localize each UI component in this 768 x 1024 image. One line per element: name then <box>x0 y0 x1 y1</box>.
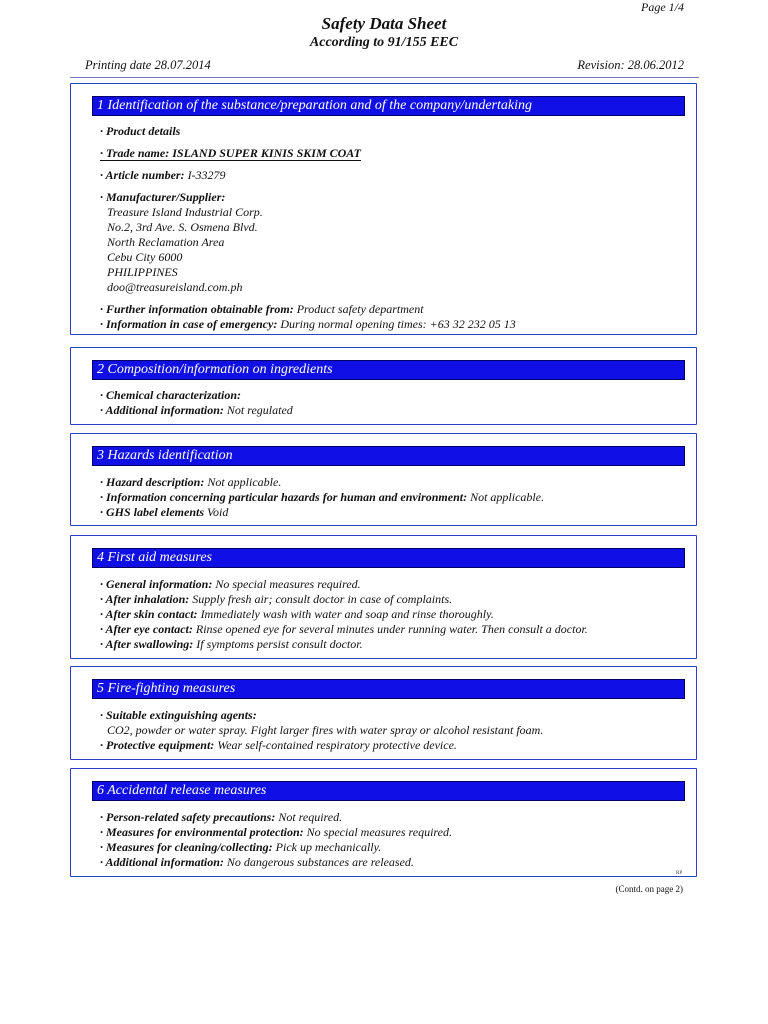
address-line: No.2, 3rd Ave. S. Osmena Blvd. <box>107 220 258 234</box>
address-line: PHILIPPINES <box>107 265 178 279</box>
additional-information: · Additional information: Not regulated <box>100 403 293 417</box>
additional-information: · Additional information: No dangerous substances are released. <box>100 855 414 869</box>
rp-mark: RP <box>676 871 683 876</box>
protective-equipment: · Protective equipment: Wear self-contained respiratory protective device. <box>100 738 457 752</box>
extinguishing-agents-value: CO2, powder or water spray. Fight larger fires with water spray or alcohol resistant foam. <box>107 723 544 737</box>
ghs-label-elements: · GHS label elements Void <box>100 505 229 519</box>
address-line: Treasure Island Industrial Corp. <box>107 205 263 219</box>
person-safety-precautions: · Person-related safety precautions: Not required. <box>100 810 343 824</box>
cleaning-collecting: · Measures for cleaning/collecting: Pick up mechanically. <box>100 840 382 854</box>
after-skin-contact: · After skin contact: Immediately wash with water and soap and rinse thoroughly. <box>100 607 494 621</box>
section-fire-fighting <box>70 666 697 760</box>
section-accidental-release <box>70 768 697 877</box>
section-identification <box>70 83 697 335</box>
hazard-description: · Hazard description: Not applicable. <box>100 475 282 489</box>
after-inhalation: · After inhalation: Supply fresh air; consult doctor in case of complaints. <box>100 592 453 606</box>
section-first-aid <box>70 535 697 659</box>
page-number: Page 1/4 <box>641 0 684 14</box>
article-number: · Article number: I-33279 <box>100 168 226 182</box>
section-body <box>100 810 452 870</box>
further-information: · Further information obtainable from: Product safety department <box>100 302 424 316</box>
section-heading: 4 First aid measures <box>92 548 685 568</box>
supplier-email: doo@treasureisland.com.ph <box>107 280 243 294</box>
section-heading: 1 Identification of the substance/preparation and of the company/undertaking <box>92 96 685 116</box>
section-heading: 5 Fire-fighting measures <box>92 679 685 699</box>
after-eye-contact: · After eye contact: Rinse opened eye for several minutes under running water. Then consult a doctor. <box>100 622 588 636</box>
section-composition <box>70 347 697 425</box>
emergency-information: · Information in case of emergency: During normal opening times: +63 32 232 05 13 <box>100 317 516 331</box>
extinguishing-agents: · Suitable extinguishing agents: <box>100 708 257 722</box>
section-heading: 3 Hazards identification <box>92 446 685 466</box>
section-body <box>100 475 544 520</box>
section-body <box>100 708 543 753</box>
chemical-characterization: · Chemical characterization: <box>100 388 241 402</box>
after-swallowing: · After swallowing: If symptoms persist consult doctor. <box>100 637 363 651</box>
trade-name: · Trade name: ISLAND SUPER KINIS SKIM COAT <box>100 146 361 160</box>
header-divider <box>70 77 699 78</box>
continued-note: (Contd. on page 2) <box>615 884 683 894</box>
section-hazards <box>70 433 697 526</box>
section-body <box>100 577 588 652</box>
address-line: North Reclamation Area <box>107 235 225 249</box>
particular-hazards: · Information concerning particular hazards for human and environment: Not applicable. <box>100 490 545 504</box>
section-body <box>100 388 293 418</box>
section-heading: 6 Accidental release measures <box>92 781 685 801</box>
manufacturer-label: · Manufacturer/Supplier: <box>100 190 226 204</box>
general-information: · General information: No special measures required. <box>100 577 361 591</box>
printing-date: Printing date 28.07.2014 <box>85 58 211 72</box>
product-details: · Product details <box>100 124 181 138</box>
address-line: Cebu City 6000 <box>107 250 183 264</box>
document-subtitle: According to 91/155 EEC <box>309 35 459 50</box>
section-body <box>100 124 516 332</box>
document-title: Safety Data Sheet <box>321 14 447 33</box>
revision-date: Revision: 28.06.2012 <box>577 58 684 72</box>
environmental-protection: · Measures for environmental protection: No special measures required. <box>100 825 452 839</box>
section-heading: 2 Composition/information on ingredients <box>92 360 685 380</box>
